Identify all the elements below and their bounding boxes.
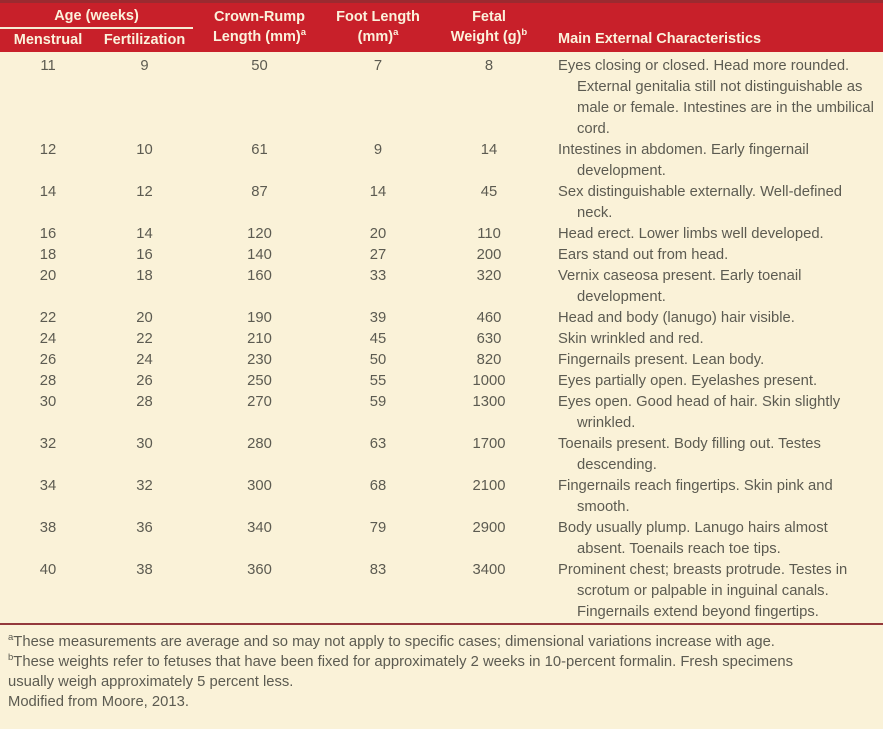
crown-rump-line1: Crown-Rump xyxy=(213,9,305,25)
cell-crown-rump-length: 210 xyxy=(247,331,272,347)
cell-foot-length: 45 xyxy=(369,331,387,347)
cell-fetal-weight: 320 xyxy=(476,268,502,284)
cell-menstrual-age: 16 xyxy=(39,226,57,242)
cell-fetal-weight: 1700 xyxy=(472,436,506,452)
table-row xyxy=(0,350,883,371)
cell-fetal-weight: 2900 xyxy=(472,520,506,536)
cell-fetal-weight: 200 xyxy=(476,247,502,263)
table-row xyxy=(0,182,883,224)
cell-characteristics: Ears stand out from head. xyxy=(558,247,729,263)
table-row xyxy=(0,518,883,560)
cell-fertilization-age: 18 xyxy=(136,268,153,284)
cell-crown-rump-length: 120 xyxy=(247,226,272,242)
cell-menstrual-age: 20 xyxy=(39,268,57,284)
fetal-weight-line1: Fetal xyxy=(472,9,506,25)
cell-characteristics: Head erect. Lower limbs well developed. xyxy=(558,226,824,242)
table-row xyxy=(0,560,883,623)
cell-characteristics: Sex distinguishable externally. Well-defined neck. xyxy=(558,184,843,221)
cell-foot-length: 79 xyxy=(369,520,387,536)
cell-fertilization-age: 32 xyxy=(136,478,153,494)
cell-fertilization-age: 36 xyxy=(136,520,153,536)
cell-fetal-weight: 820 xyxy=(476,352,502,368)
cell-fetal-weight: 1000 xyxy=(472,373,506,389)
cell-menstrual-age: 11 xyxy=(40,58,56,74)
cell-foot-length: 33 xyxy=(369,268,387,284)
cell-fertilization-age: 20 xyxy=(136,310,153,326)
cell-fetal-weight: 630 xyxy=(476,331,502,347)
cell-foot-length: 27 xyxy=(369,247,387,263)
cell-crown-rump-length: 87 xyxy=(251,184,268,200)
cell-menstrual-age: 32 xyxy=(39,436,57,452)
cell-crown-rump-length: 280 xyxy=(247,436,272,452)
cell-fertilization-age: 12 xyxy=(136,184,153,200)
cell-crown-rump-length: 230 xyxy=(247,352,272,368)
table-body xyxy=(0,52,883,623)
cell-foot-length: 68 xyxy=(369,478,387,494)
cell-menstrual-age: 30 xyxy=(39,394,57,410)
table-row xyxy=(0,308,883,329)
cell-fertilization-age: 9 xyxy=(140,58,149,74)
table-row xyxy=(0,56,883,140)
cell-foot-length: 14 xyxy=(369,184,387,200)
cell-menstrual-age: 12 xyxy=(39,142,57,158)
crown-rump-line2: Length (mm)$^a$ xyxy=(212,27,307,45)
cell-fetal-weight: 1300 xyxy=(472,394,506,410)
cell-fetal-weight: 14 xyxy=(480,142,498,158)
cell-fetal-weight: 110 xyxy=(477,226,501,242)
cell-fertilization-age: 14 xyxy=(136,226,153,242)
cell-fertilization-age: 24 xyxy=(136,352,153,368)
cell-menstrual-age: 14 xyxy=(39,184,57,200)
cell-menstrual-age: 40 xyxy=(39,562,57,578)
cell-fetal-weight: 8 xyxy=(484,58,494,74)
col-header-foot-length xyxy=(326,3,430,52)
cell-crown-rump-length: 140 xyxy=(247,247,272,263)
age-weeks-group-header xyxy=(0,3,193,52)
cell-menstrual-age: 24 xyxy=(39,331,57,347)
cell-foot-length: 55 xyxy=(369,373,387,389)
cell-fertilization-age: 16 xyxy=(136,247,153,263)
cell-foot-length: 63 xyxy=(369,436,387,452)
cell-crown-rump-length: 61 xyxy=(251,142,268,158)
cell-characteristics: Vernix caseosa present. Early toenail development. xyxy=(558,268,802,305)
cell-characteristics: Fingernails reach fingertips. Skin pink and smooth. xyxy=(558,478,833,515)
cell-menstrual-age: 38 xyxy=(39,520,57,536)
footnote-text: Modified from Moore, 2013. xyxy=(8,694,189,710)
footnote-marker-a: a xyxy=(300,27,307,39)
cell-characteristics: Prominent chest; breasts protrude. Testes in scrotum or palpable in inguinal canals. Fingernails extend beyond fingertips. xyxy=(558,562,848,620)
table-header xyxy=(0,0,883,52)
table-row xyxy=(0,392,883,434)
cell-characteristics: Intestines in abdomen. Early fingernail development. xyxy=(558,142,809,179)
cell-foot-length: 39 xyxy=(369,310,387,326)
cell-fertilization-age: 10 xyxy=(136,142,153,158)
footnote-marker: a xyxy=(8,632,14,644)
cell-characteristics: Skin wrinkled and red. xyxy=(558,331,704,347)
table-row xyxy=(0,224,883,245)
table-row xyxy=(0,434,883,476)
cell-crown-rump-length: 340 xyxy=(247,520,272,536)
table-row xyxy=(0,140,883,182)
footnote xyxy=(8,652,828,692)
cell-characteristics: Body usually plump. Lanugo hairs almost absent. Toenails reach toe tips. xyxy=(558,520,828,557)
cell-characteristics: Eyes closing or closed. Head more rounded. External genitalia still not distinguishable as male or female. Intestines are in the umbilical cord. xyxy=(558,58,874,137)
cell-characteristics: Eyes partially open. Eyelashes present. xyxy=(558,373,818,389)
foot-length-line2: (mm)$^a$ xyxy=(357,27,399,45)
cell-foot-length: 50 xyxy=(369,352,387,368)
footnote xyxy=(8,692,828,712)
age-weeks-label: Age (weeks) xyxy=(0,3,193,29)
footnote-marker-b: b xyxy=(521,27,528,39)
cell-foot-length: 20 xyxy=(369,226,387,242)
table-row xyxy=(0,371,883,392)
col-header-main-external-characteristics: Main External Characteristics xyxy=(558,31,762,47)
col-header-menstrual: Menstrual xyxy=(13,32,83,48)
table-row xyxy=(0,245,883,266)
cell-foot-length: 83 xyxy=(369,562,387,578)
age-subheader-row xyxy=(0,29,193,51)
cell-fetal-weight: 3400 xyxy=(472,562,506,578)
cell-fertilization-age: 30 xyxy=(136,436,153,452)
table-row xyxy=(0,476,883,518)
cell-foot-length: 9 xyxy=(373,142,383,158)
cell-crown-rump-length: 190 xyxy=(247,310,272,326)
cell-crown-rump-length: 270 xyxy=(247,394,272,410)
cell-characteristics: Eyes open. Good head of hair. Skin slightly wrinkled. xyxy=(558,394,841,431)
cell-menstrual-age: 34 xyxy=(39,478,57,494)
cell-fetal-weight: 460 xyxy=(476,310,502,326)
cell-fetal-weight: 45 xyxy=(480,184,498,200)
cell-menstrual-age: 26 xyxy=(39,352,57,368)
cell-fertilization-age: 38 xyxy=(136,562,153,578)
cell-foot-length: 59 xyxy=(369,394,387,410)
cell-menstrual-age: 28 xyxy=(39,373,57,389)
cell-fertilization-age: 22 xyxy=(136,331,153,347)
table-row xyxy=(0,266,883,308)
footnote-text: These measurements are average and so may not apply to specific cases; dimensional variations increase with age. xyxy=(13,634,775,650)
fetal-weight-line2: Weight $(g)^b$ xyxy=(450,27,528,45)
cell-characteristics: Fingernails present. Lean body. xyxy=(558,352,765,368)
foot-length-line1: Foot Length xyxy=(336,9,420,25)
cell-crown-rump-length: 360 xyxy=(247,562,272,578)
cell-fertilization-age: 26 xyxy=(136,373,153,389)
footnote-marker: b xyxy=(8,652,14,664)
cell-crown-rump-length: 160 xyxy=(247,268,272,284)
footnote-marker-a: a xyxy=(393,27,399,39)
cell-fetal-weight: 2100 xyxy=(472,478,506,494)
col-header-fertilization: Fertilization xyxy=(103,32,186,48)
cell-crown-rump-length: 250 xyxy=(247,373,272,389)
cell-crown-rump-length: 50 xyxy=(251,58,268,74)
cell-characteristics: Head and body (lanugo) hair visible. xyxy=(558,310,795,326)
table-row xyxy=(0,329,883,350)
cell-menstrual-age: 18 xyxy=(39,247,57,263)
cell-menstrual-age: 22 xyxy=(39,310,57,326)
footnotes xyxy=(0,625,883,712)
col-header-crown-rump-length xyxy=(193,3,326,52)
cell-fertilization-age: 28 xyxy=(136,394,153,410)
cell-crown-rump-length: 300 xyxy=(247,478,272,494)
footnote xyxy=(8,632,828,652)
col-header-fetal-weight xyxy=(430,3,548,52)
footnote-text: These weights refer to fetuses that have been fixed for approximately 2 weeks in 10-percent formalin. Fresh specimens usually weigh approximately 5 percent less. xyxy=(8,654,793,690)
cell-foot-length: 7 xyxy=(373,58,383,74)
cell-characteristics: Toenails present. Body filling out. Testes descending. xyxy=(558,436,821,473)
